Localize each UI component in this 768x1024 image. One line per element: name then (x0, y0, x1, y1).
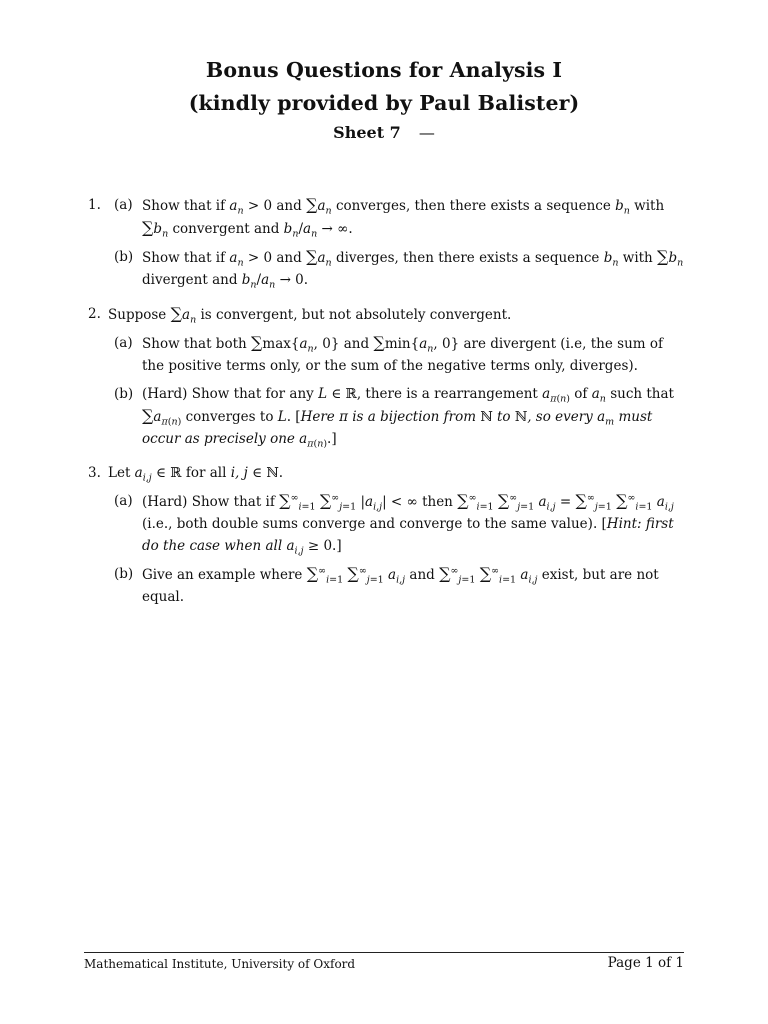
question-1 (88, 194, 686, 291)
question-3 (88, 462, 686, 608)
question-number: 3. (88, 465, 101, 481)
question-intro: Let $a_{i,j}$ ∈ ℝ for all i, j ∈ ℕ. (108, 465, 283, 484)
part-label: (a) (114, 335, 133, 351)
sheet-dash: — (418, 123, 435, 142)
footer-institution: Mathematical Institute, University of Oxford (84, 957, 356, 971)
question-2 (88, 303, 686, 450)
question-number: 1. (88, 197, 101, 213)
part-label: (a) (114, 493, 133, 509)
question-3-part-b (108, 563, 686, 608)
part-text: Show that if $a_n > 0$ and $\sum a_n$ diverges, then there exists a sequence $b_n$ with $\sum b_n$ divergent and $b_n/a_n \to 0$. (142, 247, 684, 291)
title-block (0, 54, 768, 142)
question-list (88, 188, 686, 620)
sheet-label (0, 123, 768, 142)
part-label: (b) (114, 566, 134, 582)
question-3-part-a (108, 490, 686, 557)
question-intro: Suppose $\sum a_n$ is convergent, but not absolutely convergent. (108, 304, 512, 326)
part-text: Show that both $\sum\max\{a_n$, 0} and $\sum\min\{a_n$, 0} are divergent (i.e, the sum of the positive terms only, or the sum of the negative terms only, diverges). (142, 333, 663, 374)
footer-page-number: Page 1 of 1 (607, 955, 684, 971)
part-label: (b) (114, 386, 134, 402)
part-text: Show that if $a_n > 0$ and $\sum a_n$ converges, then there exists a sequence $b_n$ with $\sum b_n$ convergent and $b_n/a_n$ → ∞. (142, 195, 665, 240)
question-2-part-b (108, 383, 686, 450)
part-label: (a) (114, 197, 133, 213)
question-1-part-a (108, 194, 686, 240)
document-title: Bonus Questions for Analysis I (205, 58, 563, 82)
footer-divider (84, 952, 684, 953)
question-1-part-b (108, 246, 686, 291)
part-text: (Hard) Show that if $\sum^\infty_{i=1}$ $\sum^\infty_{j=1}$ $|a_{i,j}|$ < ∞ then $\sum^\infty_{i=1}$ $\sum^\infty_{j=1}$ $a_{i,j} = \sum^\infty_{j=1}$ $\sum^\infty_{i=1}$ $a_{i,j}$ (i.e., both double sums converge and converge to the same value). [Hint: first do the case when all $a_{i,j} \ge 0$.] (142, 491, 674, 557)
part-label: (b) (114, 249, 134, 265)
part-text: Give an example where $\sum^\infty_{i=1}$ $\sum^\infty_{j=1}$ $a_{i,j}$ and $\sum^\infty_{j=1}$ $\sum^\infty_{i=1}$ $a_{i,j}$ exist, but are not equal. (142, 564, 659, 605)
question-number: 2. (88, 306, 101, 322)
question-2-part-a (108, 332, 686, 377)
document-subtitle: (kindly provided by Paul Balister) (188, 91, 580, 115)
part-text: (Hard) Show that for any L ∈ ℝ, there is a rearrangement $a_{\pi(n)}$ of $a_n$ such that $\sum a_{\pi(n)}$ converges to L. [Here π is a bijection from ℕ to ℕ, so every $a_m$ must occur as precisely one $a_{\pi(n)}$.] (142, 386, 674, 450)
sheet-number: Sheet 7 (333, 123, 401, 142)
